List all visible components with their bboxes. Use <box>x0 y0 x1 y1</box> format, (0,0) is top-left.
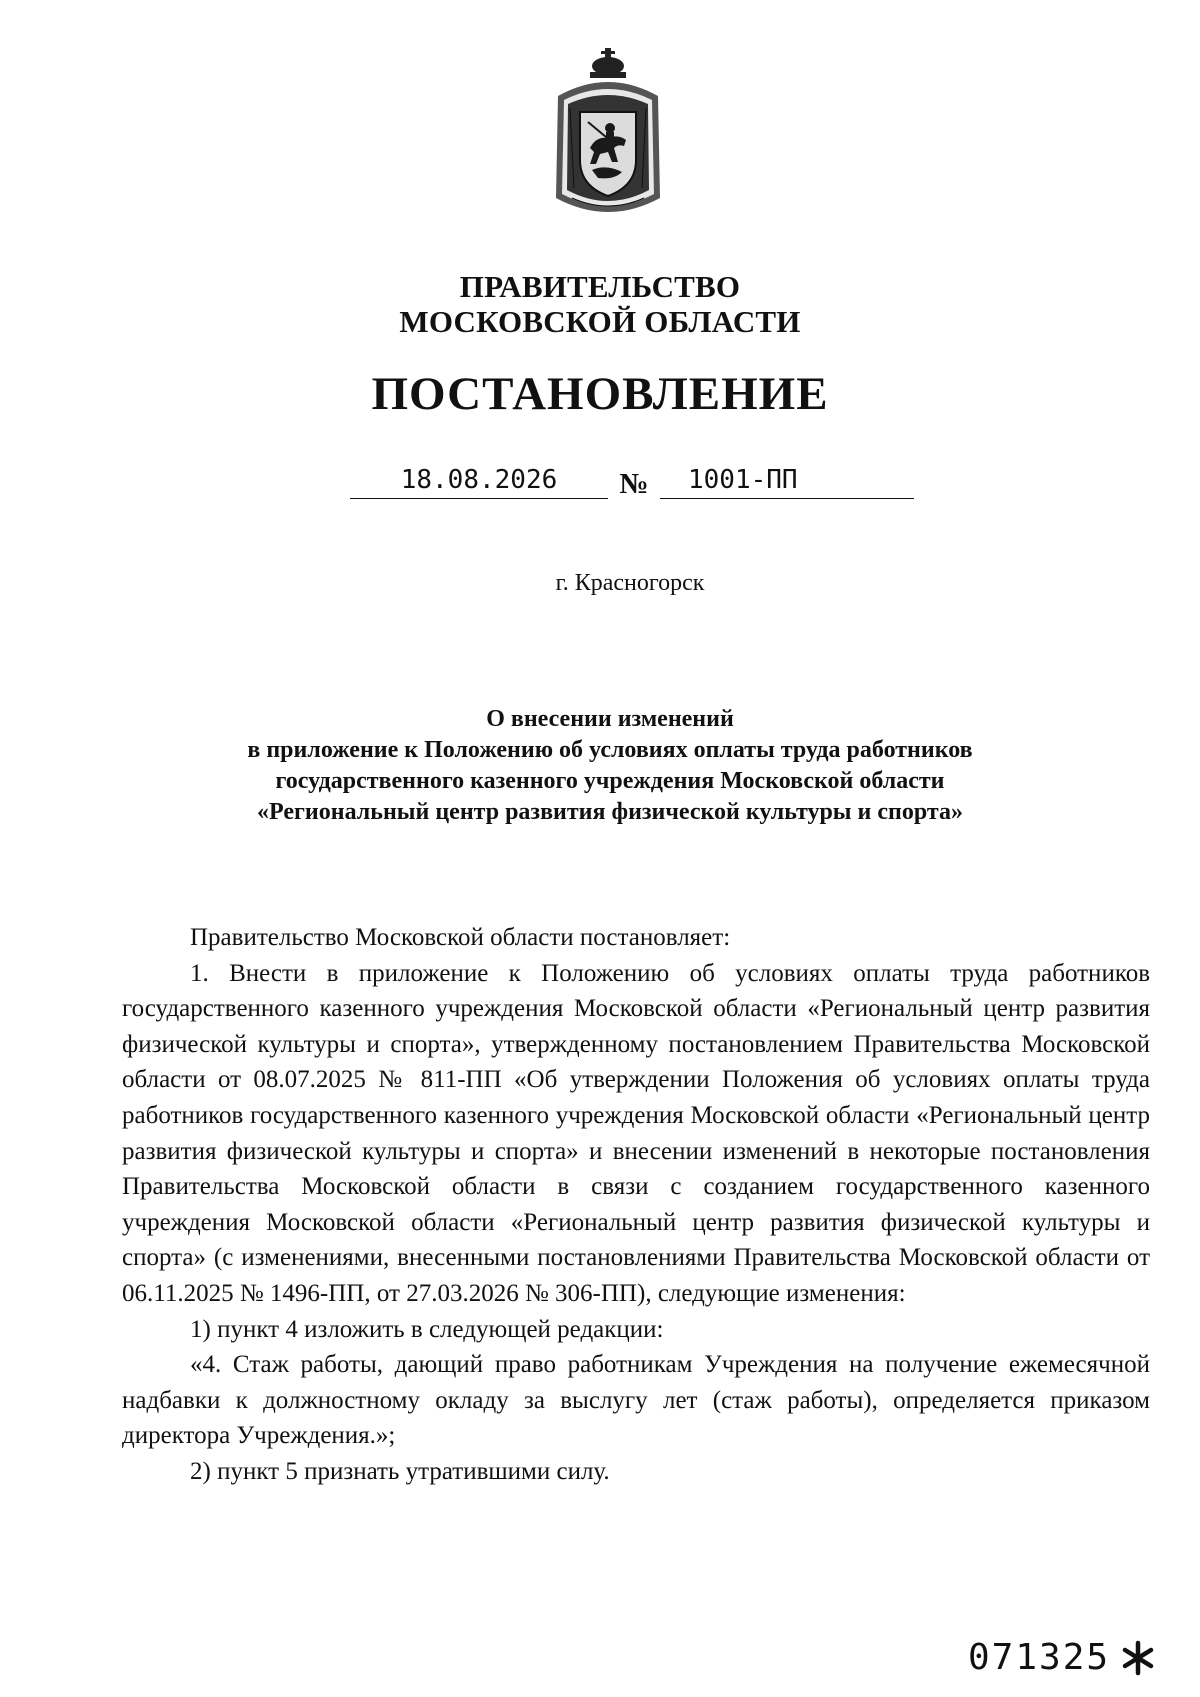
document-subject <box>150 704 1070 828</box>
subject-line: О внесении изменений <box>486 706 734 732</box>
issue-city: г. Красногорск <box>555 570 705 596</box>
serial-number: 071325 <box>968 1637 1111 1678</box>
document-type-title: ПОСТАНОВЛЕНИЕ <box>371 368 829 420</box>
authority-name-line2: МОСКОВСКОЙ ОБЛАСТИ <box>399 304 801 339</box>
body-paragraph: 2) пункт 5 признать утратившими силу. <box>190 1457 610 1485</box>
body-paragraph: 1. Внести в приложение к Положению об условиях оплаты труда работников государственного казенного учреждения Московской области «Региональный центр развития физической культуры и спорта», утвержденному постановлением Правительства Московской области от 08.07.2025 № 811-ПП «Об утверждении Положения об условиях оплаты труда работников государственного казенного учреждения Московской области «Региональный центр развития физической культуры и спорта» и внесении изменений в некоторые постановления Правительства Московской области в связи с созданием государственного казенного учреждения Московской области «Региональный центр развития физической культуры и спорта» (с изменениями, внесенными постановлениями Правительства Московской области от 06.11.2025 № 1496-ПП, от 27.03.2026 № 306-ПП), следующие изменения: <box>122 959 1150 1307</box>
number-sign: № <box>619 468 649 500</box>
body-paragraph: «4. Стаж работы, дающий право работникам Учреждения на получение ежемесячной надбавки к должностному окладу за выслугу лет (стаж работы), определяется приказом директора Учреждения.»; <box>122 1351 1150 1450</box>
body-paragraph: 1) пункт 4 изложить в следующей редакции: <box>190 1315 664 1343</box>
coat-of-arms-icon <box>548 48 668 228</box>
document-number-field <box>660 462 914 499</box>
document-body <box>122 920 1150 1490</box>
document-number: 1001-ПП <box>688 465 798 495</box>
asterisk-icon <box>1120 1640 1156 1676</box>
subject-line: государственного казенного учреждения Московской области <box>275 768 945 794</box>
authority-name-line1: ПРАВИТЕЛЬСТВО <box>459 269 741 304</box>
subject-line: «Региональный центр развития физической культуры и спорта» <box>257 799 963 825</box>
subject-line: в приложение к Положению об условиях оплаты труда работников <box>247 737 973 763</box>
document-date: 18.08.2026 <box>350 462 608 499</box>
body-paragraph: Правительство Московской области постановляет: <box>190 924 731 951</box>
